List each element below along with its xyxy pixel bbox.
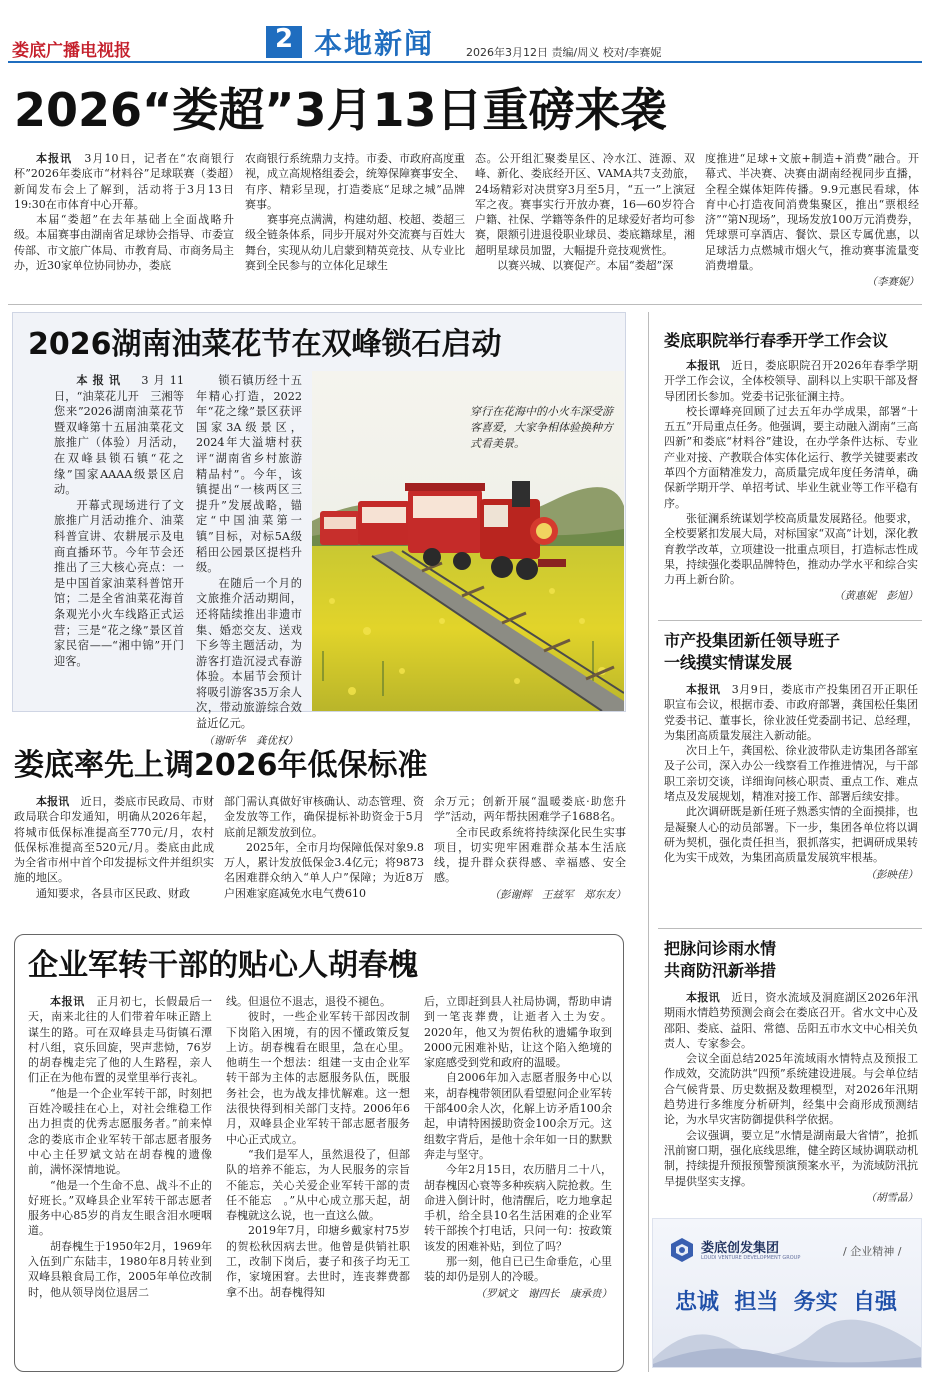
lead-col-1 [14,151,234,273]
lead-col1-p1: 本报讯 3月10日，记者在“农商银行杯”2026年娄底市“材料谷”足球联赛（娄超）新闻发布会上了解到，活动将于3月13日19:30在市体育中心开幕。 [14,152,235,211]
lead-col2-p2: 赛事亮点满满，构建幼超、校超、娄超三级全链条体系，同步开展对外交流赛与百姓大舞台，实现从幼儿启蒙到精英竞技、从专业比赛到全民参与的立体化足球生 [245,213,465,273]
paper-name: 娄底广播电视报 [12,41,131,61]
sidebar-story3-headline-line1: 把脉问诊雨水情 [664,939,777,958]
hu-col3-p4: 那一刻，他自已已生命垂危，心里装的却仍是别人的冷暖。 [424,1255,612,1284]
sidebar-story2-p2: 次日上午，龚国松、徐业波带队走访集团各部室及子公司，深入办公一线察看工作推进情况，与干部职工亲切交谈，详细询问核心职责、重点工作、难点堵点及发展规划，精准对接工作、部署后续安排。 [664,744,918,804]
hu-col2-p2: 彼时，一些企业军转干部因改制下岗陷入困境，有的因不懂政策反复上访。胡春槐看在眼里，急在心里。他萌生一个想法：组建一支由企业军转干部为主体的志愿服务队伍，既服务社会，也为战友排忧解难。这一想法很快得到相关部门支持。2006年6月，双峰县企业军转干部志愿者服务中心正式成立。 [226,1010,410,1146]
dibao-col1-p2: 通知要求，各县市区民政、财政 [36,886,190,900]
rapeseed-col1-p1: 本报讯 3月11日，“油菜花儿开 三湘等您来”2026湖南油菜花节暨双峰第十五届油菜花文旅推广（体验）月活动，在双峰县锁石镇“花之缘”国家AAAA级景区启动。 [54,374,184,497]
hu-col-2 [226,994,410,1300]
dibao-col2-p2: 2025年，全市月均保障低保对象9.8万人，累计发放低保金3.4亿元；将9873名困难群众纳入“单人户”保障；为近8万户困难家庭减免水电气费610 [224,840,424,900]
hu-col-1 [28,994,212,1300]
sidebar-story1-body [664,358,918,605]
sidebar-story1-p1: 本报讯 近日，娄底职院召开2026年春季学期开学工作会议，全体校领导、副科以上实职干部及督导团团长参加。党委书记张征澜主持。 [664,359,918,403]
hu-col-3 [424,994,612,1302]
ad-slogan: 忠诚 担当 务实 自强 [675,1290,897,1315]
ad-company-en: LOUDI VENTURE DEVELOPMENT GROUP [701,1255,801,1261]
dibao-col3-p2: 全市民政系统将持续深化民生实事项目，切实兜牢困难群众基本生活底线，提升群众获得感、幸福感、安全感。 [434,825,626,885]
hu-col1-p4: 胡春槐生于1950年2月，1969年入伍到广东陆丰，1980年8月转业到双峰县粮食局工作，2005年单位改制时，他从领导岗位退居二 [28,1239,212,1299]
hu-col3-p1: 后，立即赶到县人社局协调，帮助申请到一笔丧葬费，让逝者入土为安。2020年，他又为贺佑秋的遗孀争取到2000元困难补贴，让这个陷入绝境的家庭感受到党和政府的温暖。 [424,995,612,1070]
sidebar-story2-body [664,682,918,883]
ad-banner [652,1218,922,1368]
masthead [0,0,930,62]
hu-col2-p4: 2019年7月，印塘乡戴家村75岁的贺松秋因病去世。他曾是供销社职工，改制下岗后，妻子和孩子均无工作，家境困窘。去世时，连丧葬费都拿不出。胡春槐得知 [226,1224,410,1299]
lead-col-3 [475,151,695,273]
hu-headline: 企业军转干部的贴心人胡春槐 [28,948,418,983]
lead-col-2 [245,151,465,273]
sidebar-story3-p2: 会议全面总结2025年流域雨水情特点及预报工作成效，交流防洪“四预”系统建设进展。与会单位结合气候背景、历史数据及数理模型，对2026年汛期趋势进行多维度分析研判，经集中会商形成预测结论，为水旱灾害防御提供科学依据。 [664,1052,918,1127]
hu-col3-p3: 今年2月15日，农历腊月二十八，胡春槐因心衰等多种疾病入院抢救。生命进入倒计时，他清醒后，吃力地拿起手机，给全县10名生活困难的企业军转干部挨个打电话，只问一句：按政策该发的困难补贴，到位了吗？ [424,1163,612,1253]
ad-company-name: 娄底创发集团 [701,1241,780,1256]
lead-col-4 [705,151,919,291]
hu-col2-p3: “我们是军人，虽然退役了，但部队的培养不能忘，为人民服务的宗旨不能忘，关心关爱企业军转干部的责任不能忘 。”从中心成立那天起，胡春槐就这么说，也一直这么做。 [226,1147,410,1223]
lead-byline: （李赛妮） [866,276,919,289]
lead-col2-p1: 农商银行系统鼎力支持。市委、市政府高度重视，成立高规格组委会，统筹保障赛事安全、有序、精彩呈现，打造娄底“足球之城”品牌赛事。 [245,152,465,211]
rapeseed-col1-p2: 开幕式现场进行了文旅推广月活动推介、油菜科普宣讲、农耕展示及电商直播环节。今年节会还推出了三大核心亮点：一是中国首家油菜科普馆开馆；二是全省油菜花海首条观光小火车线路正式运营；三是“花之缘”景区首家民宿——“湘中锦”开门迎客。 [54,498,184,668]
lead-col3-p1: 态。公开组汇聚娄星区、冷水江、涟源、双峰、新化、娄底经开区、VAMA共7支劲旅，24场精彩对决贯穿3月至5月，“五一”上演冠军之夜。赛事实行开放办赛，16—60岁符合户籍、社保、学籍等条件的足球爱好者均可参赛，限额引进退役职业球员、娄底籍球星，湘超明星球员加盟，大幅提升竞技观赏性。 [475,152,695,257]
sidebar-story3-p3: 会议强调，要立足“水情是湖南最大省情”，抢抓汛前窗口期，强化底线思维，健全跨区域协调联动机制，持续提升预报预警预演预案水平，为流域防汛抗旱提供坚实支撑。 [664,1128,918,1188]
lead-bottom-rule [8,304,922,305]
sidebar-story2-p1: 本报讯 3月9日，娄底市产投集团召开正职任职宣布会议，根据市委、市政府部署，龚国松任集团党委书记、董事长，徐业波任党委副书记、总经理，为集团高质量发展注入新动能。 [664,683,919,742]
lead-col3-p2: 以赛兴城、以赛促产。本届“娄超”深 [497,259,674,273]
dibao-col-3 [434,794,626,903]
page-number: 2 [274,24,294,54]
rapeseed-col-2 [196,373,302,749]
sidebar-rule-2 [658,928,922,929]
sidebar-story2-headline-line1: 市产投集团新任领导班子 [664,631,841,650]
lead-col1-p2: 本届“娄超”在去年基础上全面战略升级。本届赛事由湖南省足球协会指导、市委宣传部、市文旅广体局、市教育局、市商务局主办，近30家单位协同协办，娄底 [14,213,234,273]
sidebar-story1-headline: 娄底职院举行春季开学工作会议 [664,331,889,350]
hu-byline: （罗斌文 谢四长 康承贵） [475,1287,612,1300]
sidebar-divider [648,312,649,1372]
masthead-rule [8,61,922,63]
dibao-headline: 娄底率先上调2026年低保标准 [14,748,428,783]
rapeseed-col-1 [54,373,184,669]
ad-tag: / 企业精神 / [843,1245,902,1258]
hu-col1-p2: “他是一个企业军转干部，时刻把百姓冷暖挂在心上，对社会维稳工作出力担责的优秀志愿服务者。”前来悼念的娄底市企业军转干部志愿者服务中心主任罗斌文站在胡春槐的遗像前，满怀深情地说。 [28,1086,212,1177]
sidebar-story2-p3: 此次调研既是新任班子熟悉实情的全面摸排，也是凝聚人心的动员部署。下一步，集团各单位将以调研为契机，强化责任担当，狠抓落实，把调研成果转化为实干成效，为集团高质量发展筑牢根基。 [664,805,918,865]
date-line: 2026年3月12日 责编/周义 校对/李赛妮 [466,46,662,59]
dibao-col2-p1: 部门需认真做好审核确认、动态管理、资金发放等工作，确保提标补助资金于5月底前足额发放到位。 [224,795,424,839]
dibao-col3-p1: 余万元；创新开展“温暖娄底·助您升学”活动，两年帮扶困难学子1688名。 [434,795,626,824]
hu-col1-p3: “他是一个生命不息、战斗不止的好班长。”双峰县企业军转干部志愿者服务中心85岁的肖友生眼含泪水哽咽道。 [28,1178,212,1238]
rapeseed-col2-p2: 在随后一个月的文旅推介活动期间，还将陆续推出非遗市集、婚恋交友、送戏下乡等主题活动，为游客打造沉浸式春游体验。本届节会预计将吸引游客35万余人次，带动旅游综合效益近亿元。 [196,576,302,731]
sidebar-story1-p2: 校长谭峰亮回顾了过去五年办学成果，部署“十五五”开局重点任务。他强调，要主动融入湖南“三高四新”和娄底“材料谷”建设，在办学条件达标、专业产业对接、产教联合体实体化运行、教学关键要素改革四个方面精准发力，高质量完成年度任务清单，确保新学期开学、单招考试、毕业生就业等工作平稳有序。 [664,404,918,510]
rapeseed-byline: （谢昕华 龚优权） [203,734,298,747]
sidebar-story3-headline-line2: 共商防汛新举措 [664,961,777,980]
sidebar-story2-byline: （彭映佳） [865,868,918,881]
sidebar-story3-byline: （胡雪晶） [865,1191,918,1204]
lead-headline: 2026“娄超”3月13日重磅来袭 [14,83,667,137]
sidebar-rule-1 [658,620,922,621]
dibao-byline: （彭谢辉 王兹军 郑东友） [489,888,626,901]
rapeseed-headline: 2026湖南油菜花节在双峰锁石启动 [28,327,502,362]
rapeseed-col2-p1: 锁石镇历经十五年精心打造，2022年“花之缘”景区获评国家3A级景区，2024年大溢塘村获评“湖南省乡村旅游精品村”。今年，该镇提出“一核两区三提升”发展战略，锚定“中国油菜第一镇”目标，对标5A级稻田公园景区提档升级。 [196,374,302,575]
sidebar-story1-byline: （黄惠妮 彭旭） [834,590,918,603]
lead-col4-p1: 度推进“足球+文旅+制造+消费”融合。开幕式、半决赛、决赛由湖南经视同步直播，全程全媒体矩阵传播。9.9元惠民看球，体育中心打造夜间消费集聚区，推出“票根经济”“第N现场”，现场发放100万元消费券，凭球票可享酒店、餐饮、景区专属优惠，以足球活力点燃城市烟火气，推动赛事流量变消费增量。 [705,152,919,273]
photo-caption: 穿行在花海中的小火车深受游客喜爱，大家争相体验换种方式看美景。 [470,405,613,450]
hu-col3-p2: 自2006年加入志愿者服务中心以来，胡春槐带领团队看望慰问企业军转干部400余人次，化解上访矛盾100余起，申请特困援助资金100余万元。这组数字背后，是他十余年如一日的默默奔走与坚守。 [424,1071,612,1161]
sidebar-story2-headline-line2: 一线摸实情谋发展 [664,653,793,672]
sidebar-story1-p3: 张征澜系统谋划学校高质量发展路径。他要求，全校要紧扣发展大局，对标国家“双高”计划，深化教育教学改革，立项建设一批重点项目，打造标志性成果，持续强化娄职品牌特色，推动办学水平和综合实力再上新台阶。 [664,511,918,587]
sidebar-story3-p1: 本报讯 近日，资水流域及洞庭湖区2026年汛期雨水情趋势预测会商会在娄底召开。省水文中心及邵阳、娄底、益阳、常德、岳阳五市水文中心相关负责人、专家参会。 [664,991,918,1050]
dibao-col1-p1: 本报讯 近日，娄底市民政局、市财政局联合印发通知，明确从2026年起，将城市低保标准提高至770元/月，农村低保标准提高至520元/月。娄底由此成为全省市州中首个印发提标文件并组织实施的地区。 [14,795,215,885]
hu-col1-p1: 本报讯 正月初七，长假最后一天，南来北往的人们带着年味正踏上谋生的路。可在双峰县走马街镇石潭村八组，哀乐回旋，哭声悲恸，76岁的胡春槐走完了他的人生路程，亲人们正在为他布置的灵堂里举行丧礼。 [28,995,213,1085]
sidebar-story3-body [664,990,918,1206]
hu-col2-p1: 线。但退位不退志，退役不褪色。 [226,995,391,1008]
sidebar-story3-headline [664,938,776,982]
dibao-col-2 [224,794,424,901]
dibao-col-1 [14,794,214,901]
section-title: 本地新闻 [314,27,435,60]
sidebar-story2-headline [664,630,840,674]
company-logo-icon [669,1237,695,1263]
